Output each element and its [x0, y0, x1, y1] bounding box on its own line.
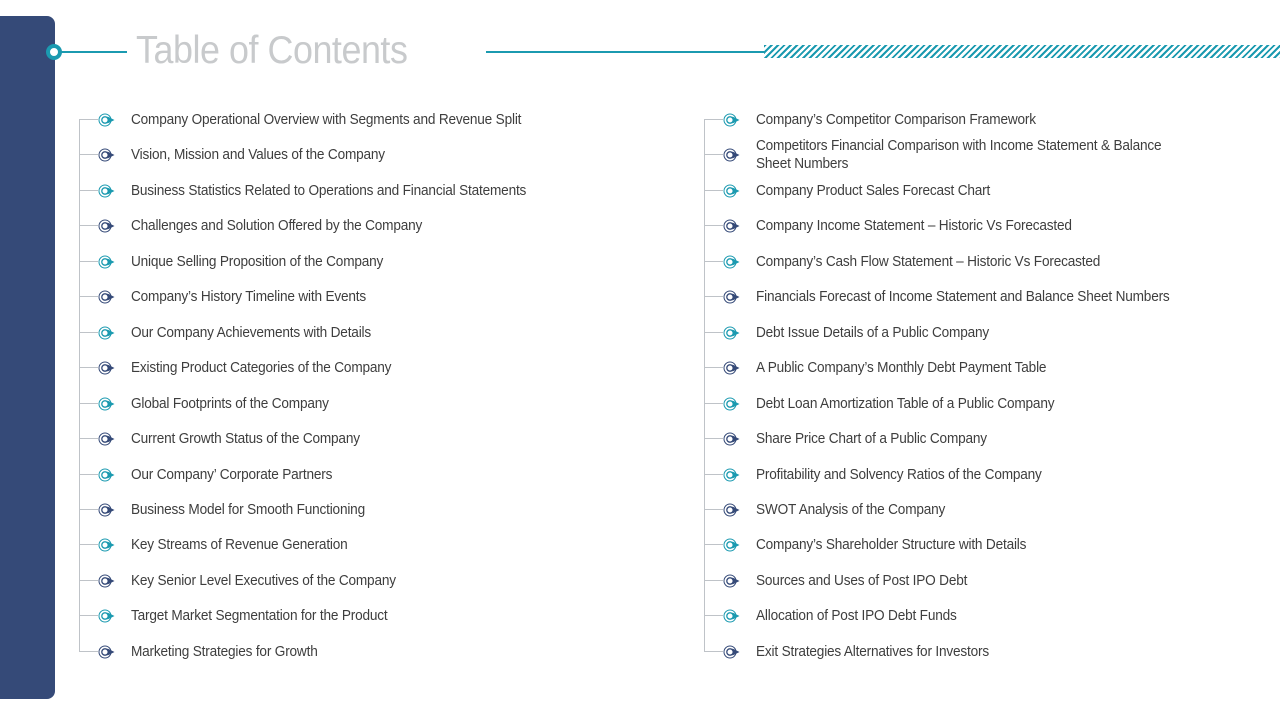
- toc-item-label: Financials Forecast of Income Statement and Balance Sheet Numbers: [756, 289, 1170, 306]
- circle-arrow-icon: [723, 644, 743, 660]
- toc-item: [79, 244, 699, 280]
- header-divider-left: [61, 51, 127, 53]
- toc-connector-tick: [704, 119, 723, 120]
- toc-connector-tick: [79, 190, 98, 191]
- toc-item-label: Marketing Strategies for Growth: [131, 643, 318, 660]
- toc-connector-tick: [704, 651, 723, 652]
- toc-item: [704, 173, 1280, 209]
- toc-item-label: Business Statistics Related to Operations and Financial Statements: [131, 182, 527, 199]
- toc-connector-tick: [704, 154, 723, 155]
- toc-item-label: Sources and Uses of Post IPO Debt: [756, 572, 968, 589]
- toc-connector-tick: [79, 651, 98, 652]
- circle-arrow-icon: [723, 325, 743, 341]
- circle-arrow-icon: [98, 112, 118, 128]
- toc-item-label: Current Growth Status of the Company: [131, 431, 360, 448]
- toc-item-label: Company Income Statement – Historic Vs Forecasted: [756, 218, 1072, 235]
- toc-item-label: Company’s History Timeline with Events: [131, 289, 367, 306]
- toc-connector-tick: [704, 403, 723, 404]
- toc-item-label: Profitability and Solvency Ratios of the Company: [756, 466, 1042, 483]
- circle-arrow-icon: [723, 147, 743, 163]
- circle-arrow-icon: [723, 467, 743, 483]
- toc-item-label: Company’s Competitor Comparison Framework: [756, 112, 1036, 128]
- toc-item: [79, 279, 699, 315]
- toc-item-label: Business Model for Smooth Functioning: [131, 501, 365, 518]
- circle-arrow-icon: [723, 183, 743, 199]
- circle-arrow-icon: [98, 218, 118, 234]
- page-title: Table of Contents: [136, 29, 408, 72]
- toc-item: [704, 421, 1280, 457]
- toc-item: [79, 527, 699, 563]
- toc-connector-tick: [79, 615, 98, 616]
- header-circle-marker: [46, 44, 62, 60]
- toc-item: [704, 350, 1280, 386]
- toc-connector-tick: [79, 296, 98, 297]
- toc-item-label: Challenges and Solution Offered by the Company: [131, 218, 423, 235]
- circle-arrow-icon: [723, 254, 743, 270]
- toc-connector-tick: [79, 580, 98, 581]
- toc-item: [704, 208, 1280, 244]
- toc-item-label: Vision, Mission and Values of the Company: [131, 147, 385, 164]
- toc-connector-tick: [704, 544, 723, 545]
- toc-item: [704, 598, 1280, 634]
- toc-item: [79, 173, 699, 209]
- toc-item: [704, 244, 1280, 280]
- toc-item-label: Exit Strategies Alternatives for Investors: [756, 643, 990, 660]
- toc-connector-tick: [704, 615, 723, 616]
- circle-arrow-icon: [98, 147, 118, 163]
- toc-item: [79, 102, 699, 138]
- circle-arrow-icon: [98, 537, 118, 553]
- toc-item-label: Debt Issue Details of a Public Company: [756, 324, 990, 341]
- circle-arrow-icon: [98, 573, 118, 589]
- toc-connector-tick: [704, 332, 723, 333]
- toc-connector-tick: [79, 544, 98, 545]
- toc-item-label: Our Company’ Corporate Partners: [131, 466, 333, 483]
- toc-item: [79, 315, 699, 351]
- toc-item: [79, 208, 699, 244]
- toc-item-label: Debt Loan Amortization Table of a Public Company: [756, 395, 1055, 412]
- toc-connector-tick: [79, 367, 98, 368]
- toc-connector-tick: [704, 580, 723, 581]
- toc-item-label: SWOT Analysis of the Company: [756, 501, 946, 518]
- side-accent-bar: [0, 16, 55, 699]
- toc-item-label: Target Market Segmentation for the Product: [131, 608, 388, 625]
- toc-item-label: Allocation of Post IPO Debt Funds: [756, 608, 957, 625]
- toc-item: [79, 421, 699, 457]
- toc-item-label: Company’s Shareholder Structure with Details: [756, 537, 1027, 554]
- toc-item-label: Company Operational Overview with Segments and Revenue Split: [131, 112, 522, 128]
- header-divider-right: [486, 51, 766, 53]
- toc-item: [704, 527, 1280, 563]
- toc-item: [704, 279, 1280, 315]
- toc-connector-tick: [79, 119, 98, 120]
- toc-connector-tick: [79, 332, 98, 333]
- circle-arrow-icon: [723, 289, 743, 305]
- toc-item-label: Key Streams of Revenue Generation: [131, 537, 348, 554]
- circle-arrow-icon: [98, 325, 118, 341]
- toc-connector-tick: [704, 190, 723, 191]
- toc-item-label: Global Footprints of the Company: [131, 395, 329, 412]
- circle-arrow-icon: [98, 644, 118, 660]
- toc-item: [704, 457, 1280, 493]
- toc-item-label: Company Product Sales Forecast Chart: [756, 182, 991, 199]
- toc-item-label: Share Price Chart of a Public Company: [756, 431, 987, 448]
- toc-item: [79, 634, 699, 670]
- toc-connector-tick: [79, 154, 98, 155]
- toc-item-label: Key Senior Level Executives of the Company: [131, 572, 396, 589]
- toc-item: [704, 386, 1280, 422]
- circle-arrow-icon: [723, 431, 743, 447]
- toc-item: [79, 457, 699, 493]
- circle-arrow-icon: [98, 431, 118, 447]
- circle-arrow-icon: [98, 608, 118, 624]
- toc-item-label: Competitors Financial Comparison with Income Statement & Balance Sheet Numbers: [756, 138, 1162, 173]
- toc-item: [79, 350, 699, 386]
- toc-connector-tick: [704, 509, 723, 510]
- circle-arrow-icon: [723, 573, 743, 589]
- toc-connector-tick: [704, 438, 723, 439]
- circle-arrow-icon: [723, 608, 743, 624]
- toc-connector-tick: [79, 474, 98, 475]
- circle-arrow-icon: [723, 502, 743, 518]
- toc-item-label: Our Company Achievements with Details: [131, 324, 372, 341]
- toc-item-label: Existing Product Categories of the Company: [131, 360, 392, 377]
- toc-item: [79, 386, 699, 422]
- toc-item: [79, 563, 699, 599]
- circle-arrow-icon: [98, 254, 118, 270]
- toc-connector-tick: [704, 261, 723, 262]
- toc-connector-tick: [79, 509, 98, 510]
- toc-item: [704, 315, 1280, 351]
- circle-arrow-icon: [98, 183, 118, 199]
- circle-arrow-icon: [723, 537, 743, 553]
- toc-item: [704, 102, 1280, 138]
- circle-arrow-icon: [723, 218, 743, 234]
- circle-arrow-icon: [98, 360, 118, 376]
- toc-connector-tick: [79, 438, 98, 439]
- toc-item: [79, 137, 699, 173]
- circle-arrow-icon: [98, 396, 118, 412]
- toc-item: [704, 137, 1280, 173]
- toc-item-label: Unique Selling Proposition of the Company: [131, 253, 384, 270]
- toc-connector-tick: [704, 225, 723, 226]
- circle-arrow-icon: [723, 360, 743, 376]
- toc-connector-tick: [704, 367, 723, 368]
- toc-connector-tick: [79, 261, 98, 262]
- toc-item: [704, 634, 1280, 670]
- circle-arrow-icon: [723, 112, 743, 128]
- toc-item: [79, 492, 699, 528]
- toc-connector-tick: [704, 296, 723, 297]
- toc-connector-tick: [704, 474, 723, 475]
- toc-item: [79, 598, 699, 634]
- toc-item: [704, 492, 1280, 528]
- circle-arrow-icon: [98, 289, 118, 305]
- circle-arrow-icon: [723, 396, 743, 412]
- toc-item: [704, 563, 1280, 599]
- toc-item-label: A Public Company’s Monthly Debt Payment Table: [756, 360, 1047, 377]
- toc-connector-tick: [79, 403, 98, 404]
- circle-arrow-icon: [98, 502, 118, 518]
- circle-arrow-icon: [98, 467, 118, 483]
- toc-connector-tick: [79, 225, 98, 226]
- toc-item-label: Company’s Cash Flow Statement – Historic Vs Forecasted: [756, 253, 1101, 270]
- header-hatch-band: [764, 45, 1280, 58]
